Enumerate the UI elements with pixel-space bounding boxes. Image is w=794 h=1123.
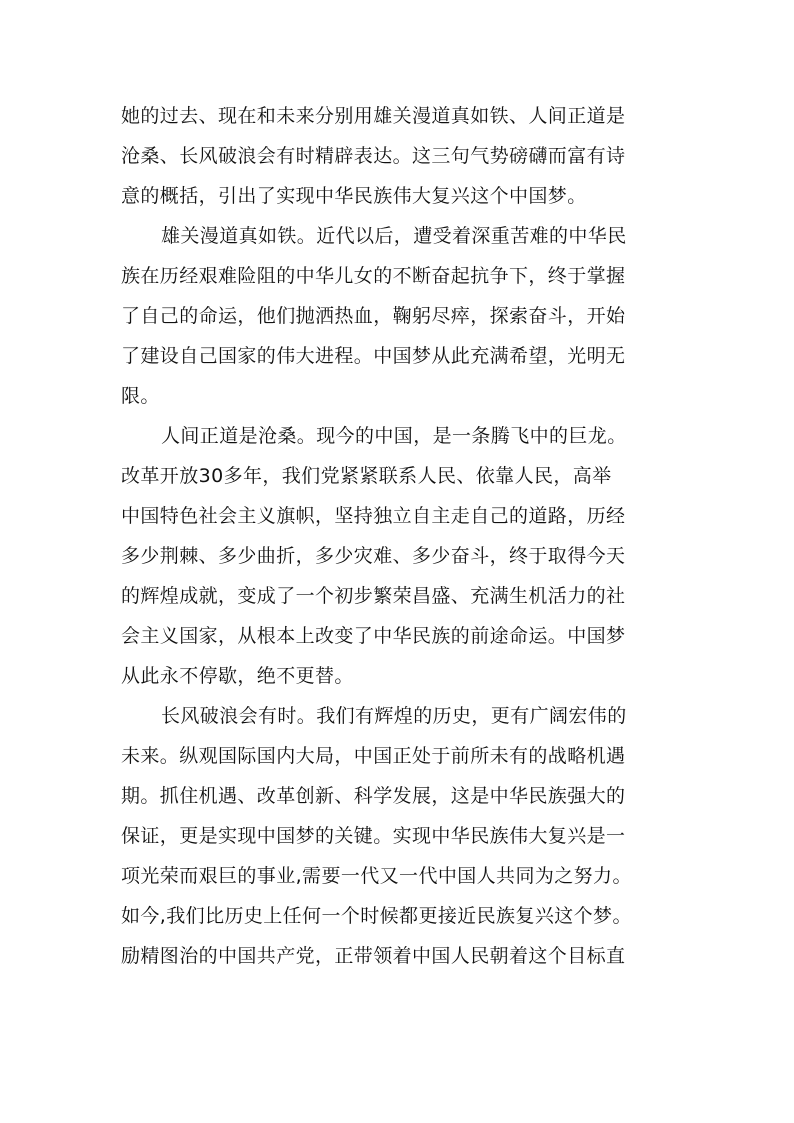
text-line: 项光荣而艰巨的事业,需要一代又一代中国人共同为之努力。: [121, 865, 632, 887]
text-line: 改革开放30多年，我们党紧紧联系人民、依靠人民，高举: [121, 465, 612, 487]
text-line: 意的概括，引出了实现中华民族伟大复兴这个中国梦。: [121, 185, 587, 207]
text-line: 励精图治的中国共产党，正带领着中国人民朝着这个目标直: [121, 945, 626, 967]
text-line: 保证，更是实现中国梦的关键。实现中华民族伟大复兴是一: [121, 825, 626, 847]
text-line: 沧桑、长风破浪会有时精辟表达。这三句气势磅礴而富有诗: [121, 145, 626, 167]
text-line: 从此永不停歇，绝不更替。: [121, 665, 354, 687]
text-line: 的辉煌成就，变成了一个初步繁荣昌盛、充满生机活力的社: [121, 585, 626, 607]
text-line: 会主义国家，从根本上改变了中华民族的前途命运。中国梦: [121, 625, 626, 647]
text-line: 人间正道是沧桑。现今的中国，是一条腾飞中的巨龙。: [161, 425, 627, 447]
text-line: 了建设自己国家的伟大进程。中国梦从此充满希望，光明无: [121, 345, 626, 367]
text-line: 多少荆棘、多少曲折，多少灾难、多少奋斗，终于取得今天: [121, 545, 626, 567]
text-line: 雄关漫道真如铁。近代以后，遭受着深重苦难的中华民: [161, 225, 627, 247]
text-line: 未来。纵观国际国内大局，中国正处于前所未有的战略机遇: [121, 745, 626, 767]
text-line: 族在历经艰难险阻的中华儿女的不断奋起抗争下，终于掌握: [121, 265, 626, 287]
text-line: 期。抓住机遇、改革创新、科学发展，这是中华民族强大的: [121, 785, 626, 807]
text-line: 限。: [121, 385, 160, 407]
text-line: 她的过去、现在和未来分别用雄关漫道真如铁、人间正道是: [121, 105, 626, 127]
text-line: 了自己的命运，他们抛洒热血，鞠躬尽瘁，探索奋斗，开始: [121, 305, 626, 327]
text-line: 如今,我们比历史上任何一个时候都更接近民族复兴这个梦。: [121, 905, 632, 927]
document-body: [121, 96, 681, 976]
text-line: 长风破浪会有时。我们有辉煌的历史，更有广阔宏伟的: [161, 705, 627, 727]
text-line: 中国特色社会主义旗帜，坚持独立自主走自己的道路，历经: [121, 505, 626, 527]
